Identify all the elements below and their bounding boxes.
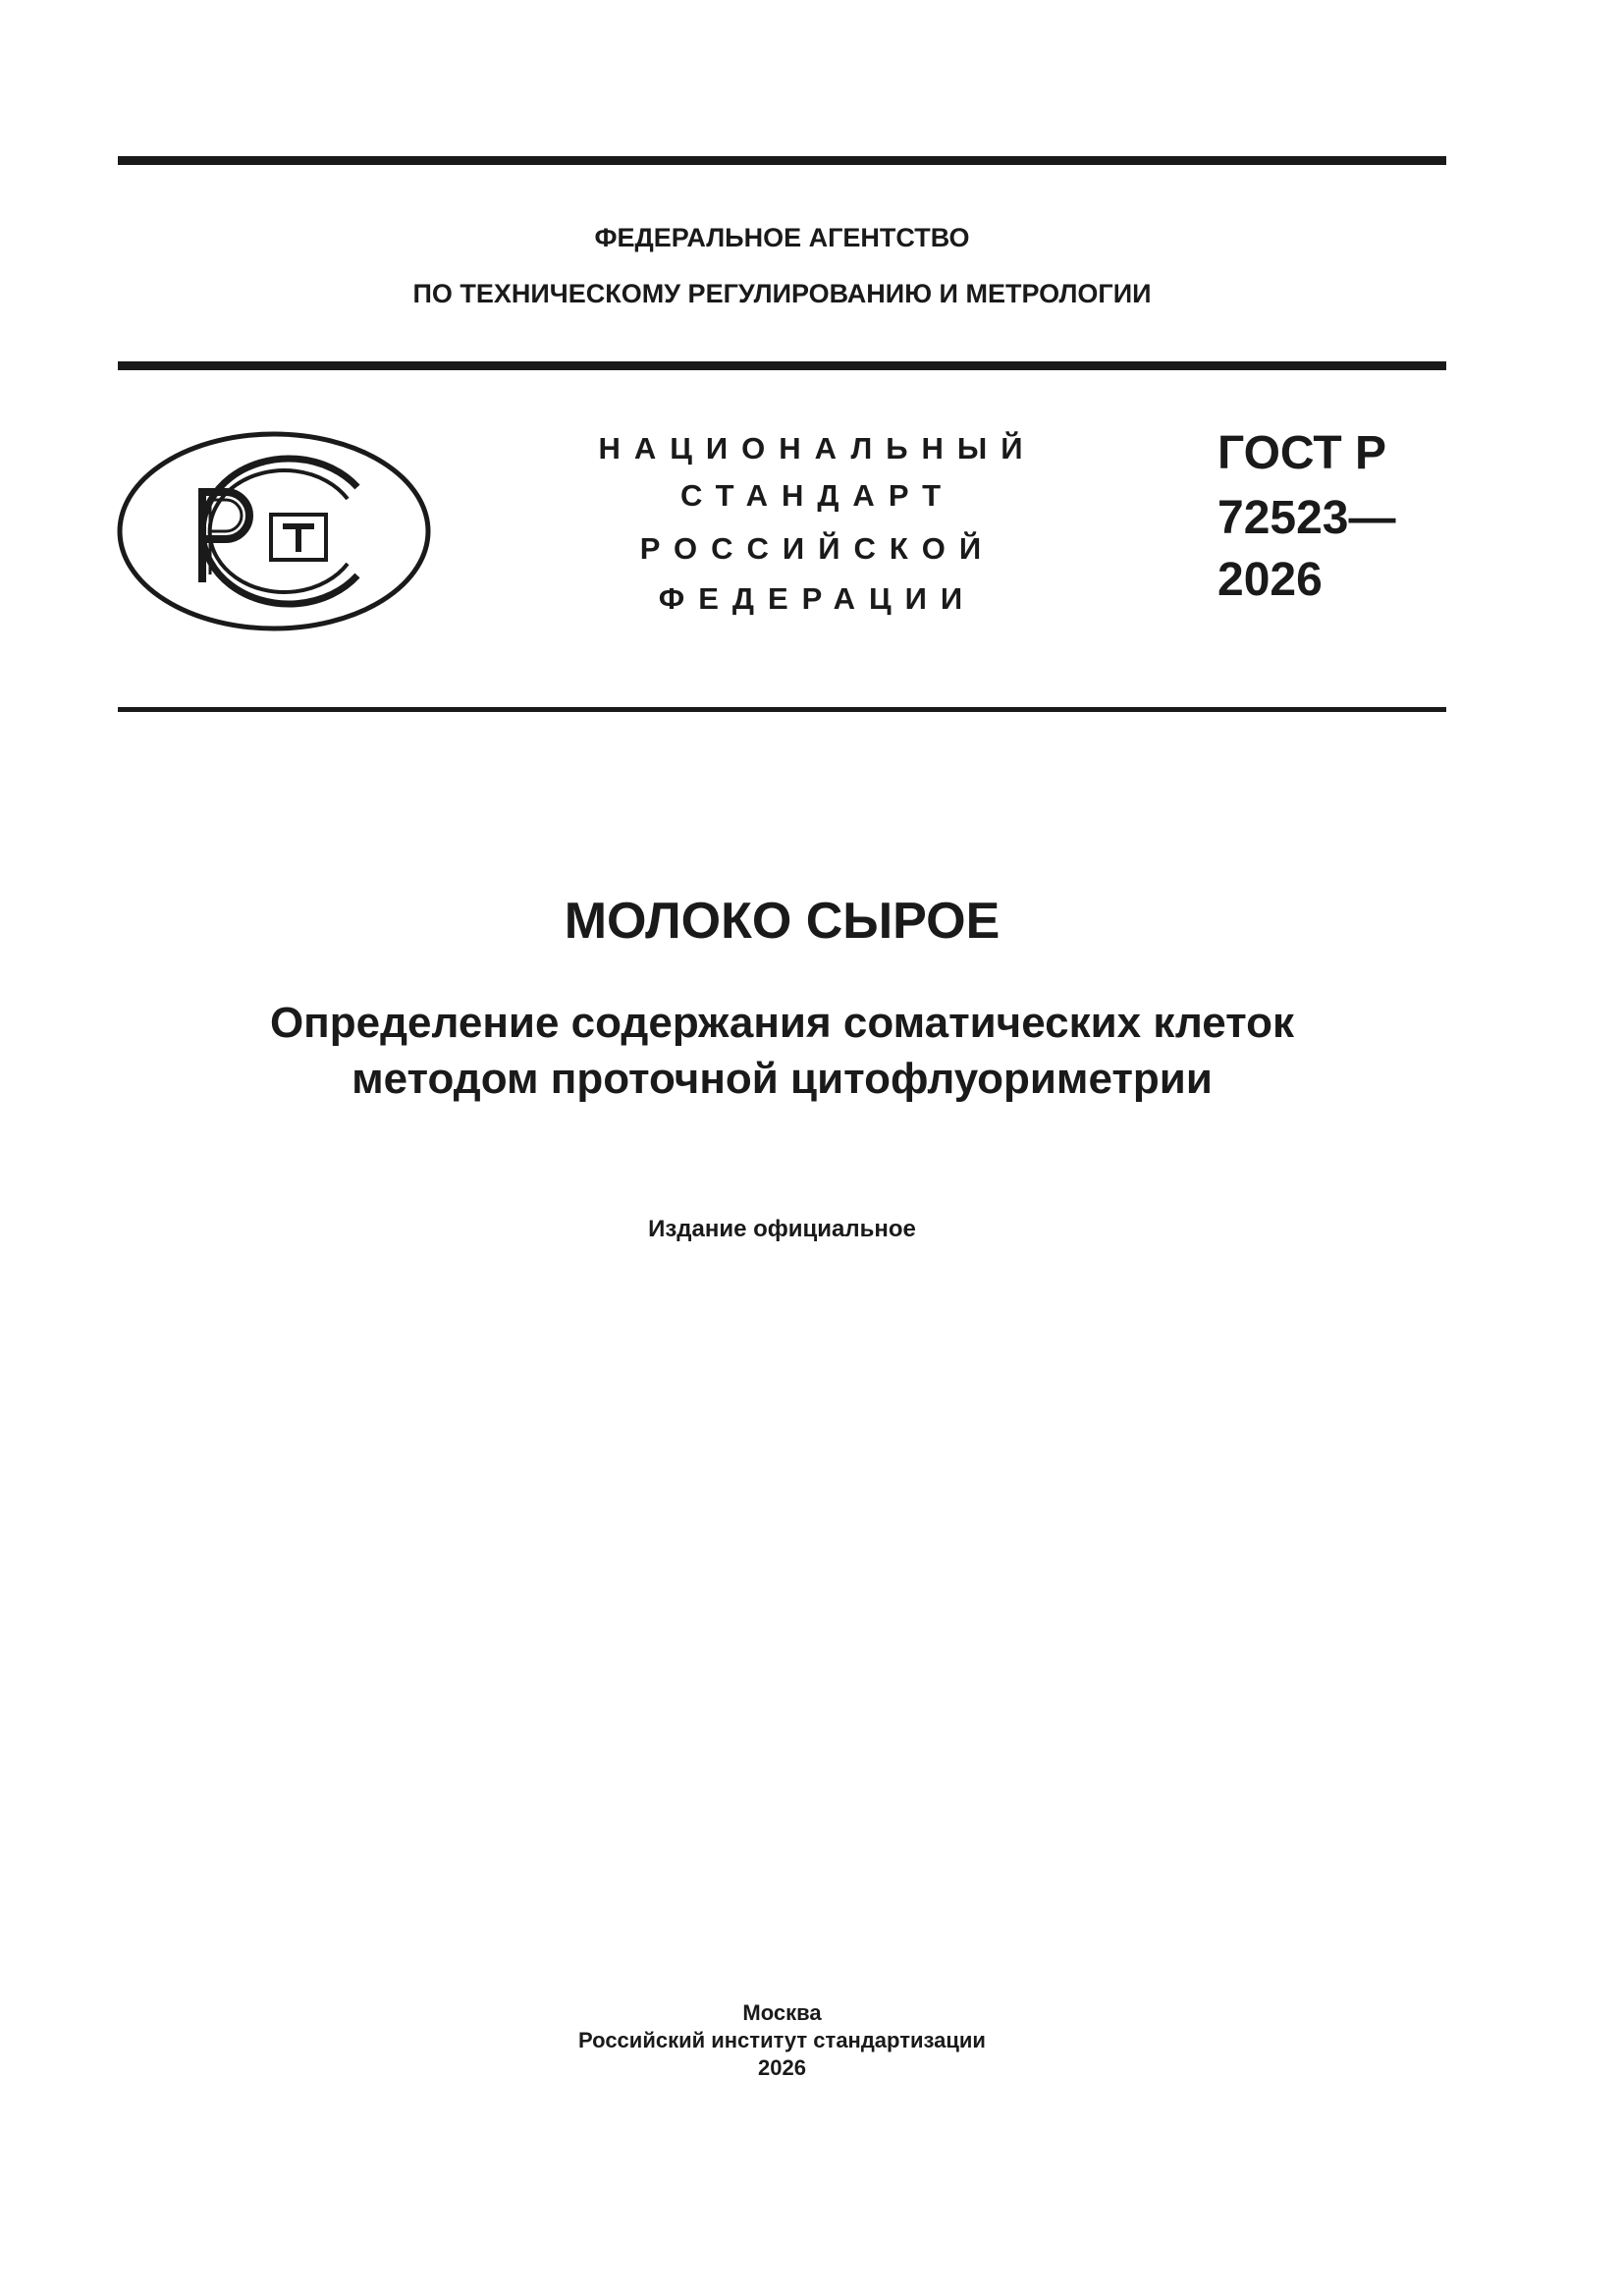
designation-line-2: 72523—: [1217, 492, 1396, 544]
designation-rule: [118, 707, 1446, 712]
header-rule: [118, 361, 1446, 370]
standard-type-line-4: ФЕДЕРАЦИИ: [658, 581, 977, 616]
edition-label: Издание официальное: [648, 1216, 916, 1242]
imprint-city: Москва: [742, 2000, 822, 2025]
agency-line-2: ПО ТЕХНИЧЕСКОМУ РЕГУЛИРОВАНИЮ И МЕТРОЛОГИИ: [412, 279, 1152, 308]
designation-line-1: ГОСТ Р: [1217, 427, 1387, 479]
imprint-year: 2026: [758, 2055, 806, 2080]
rst-certification-mark-icon: [116, 430, 432, 632]
standard-type-line-2: СТАНДАРТ: [679, 478, 955, 513]
document-subtitle-line-1: Определение содержания соматических клеток: [269, 999, 1295, 1047]
top-rule: [118, 156, 1446, 165]
agency-line-1: ФЕДЕРАЛЬНОЕ АГЕНТСТВО: [594, 223, 970, 252]
document-title: МОЛОКО СЫРОЕ: [564, 893, 1001, 950]
imprint-publisher: Российский институт стандартизации: [578, 2028, 986, 2052]
standard-type-line-1: НАЦИОНАЛЬНЫЙ: [598, 431, 1037, 465]
designation-line-3: 2026: [1217, 554, 1323, 606]
document-subtitle-line-2: методом проточной цитофлуориметрии: [352, 1055, 1213, 1103]
standard-type-line-3: РОССИЙСКОЙ: [639, 531, 996, 566]
